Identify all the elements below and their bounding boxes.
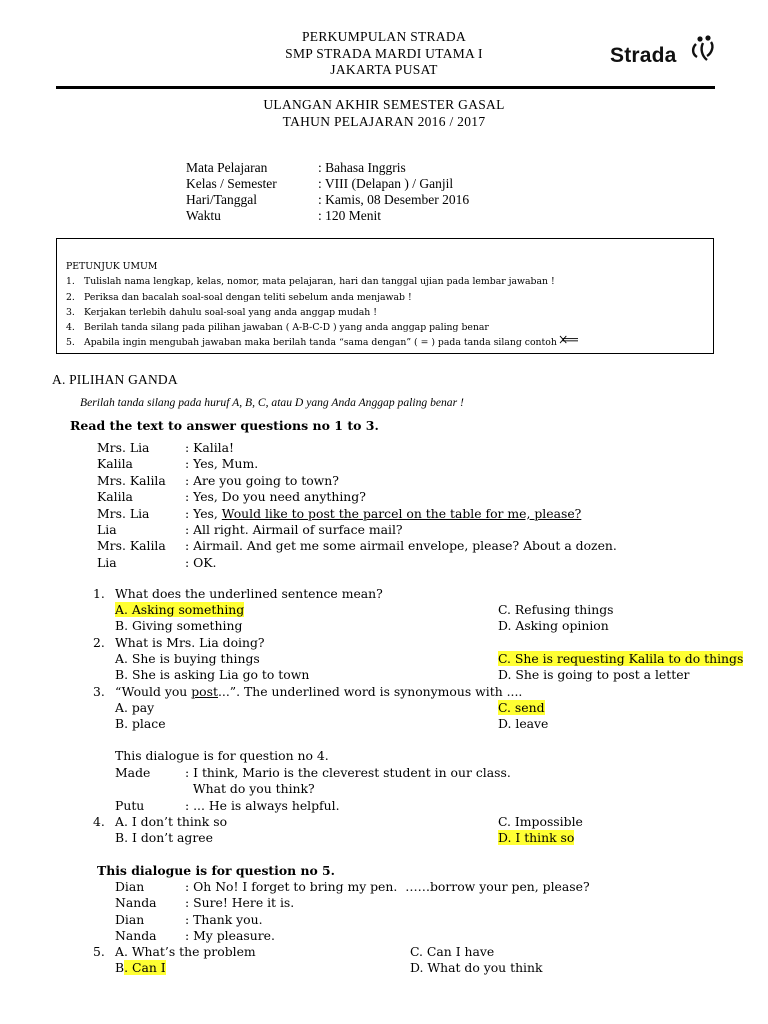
exam-title-line2: TAHUN PELAJARAN 2016 / 2017 <box>282 114 486 129</box>
dialog-5 <box>115 879 590 945</box>
speaker: Dian <box>115 879 145 894</box>
option-c[interactable]: C. Impossible <box>498 814 583 829</box>
instruction-text: Tulislah nama lengkap, kelas, nomor, mata pelajaran, hari dan tanggal ujian pada lembar jawaban ! <box>84 276 555 288</box>
instructions-title: PETUNJUK UMUM <box>66 261 158 272</box>
instruction-item <box>66 274 579 289</box>
dialog-line <box>97 522 617 538</box>
instruction-number: 4. <box>66 322 75 334</box>
answer-highlight: . Can I <box>124 960 166 975</box>
instruction-item <box>66 320 579 335</box>
instruction-text: Periksa dan bacalah soal-soal dengan teliti sebelum anda menjawab ! <box>84 291 412 303</box>
speaker: Kalila <box>97 456 133 472</box>
speaker: Mrs. Lia <box>97 440 150 455</box>
info-value: : 120 Menit <box>318 208 381 223</box>
option-b[interactable]: B. Giving something <box>115 618 243 633</box>
utterance: : Thank you. <box>185 911 263 927</box>
info-row <box>186 192 469 208</box>
info-row <box>186 176 469 192</box>
info-row <box>186 208 469 224</box>
instruction-number: 5. <box>66 337 75 349</box>
dialog-1 <box>97 440 617 571</box>
speaker: Dian <box>115 911 145 927</box>
org-name: PERKUMPULAN STRADA <box>301 29 467 44</box>
school-city: JAKARTA PUSAT <box>330 62 438 77</box>
utterance: : Airmail. And get me some airmail envelope, please? About a dozen. <box>185 538 617 554</box>
utterance: : Kalila! <box>185 440 235 455</box>
option-a[interactable]: A. What’s the problem <box>115 944 256 959</box>
exam-info <box>186 160 469 224</box>
instruction-number: 2. <box>66 291 75 303</box>
info-value: : Kamis, 08 Desember 2016 <box>318 192 470 207</box>
dialog-line <box>97 440 617 456</box>
utterance: : Yes, Do you need anything? <box>185 489 366 505</box>
underlined-sentence: Would like to post the parcel on the table for me, please? <box>221 505 582 521</box>
dialog-line <box>115 895 590 911</box>
answer-highlight: C. She is requesting Kalila to do things <box>498 651 744 666</box>
info-key: Mata Pelajaran <box>186 160 268 175</box>
instructions-list <box>66 259 579 351</box>
speaker: Mrs. Lia <box>97 505 150 521</box>
utterance: : Are you going to town? <box>185 472 339 488</box>
info-value: : VIII (Delapan ) / Ganjil <box>318 176 454 191</box>
info-key: Waktu <box>186 208 221 223</box>
dialog-line <box>97 473 617 489</box>
utterance: : My pleasure. <box>185 928 275 944</box>
speaker: Putu <box>115 797 145 813</box>
instruction-text: Kerjakan terlebih dahulu soal-soal yang anda anggap mudah ! <box>84 306 377 318</box>
instruction-number: 1. <box>66 276 75 288</box>
instruction-item <box>66 335 579 350</box>
dialog-line <box>97 456 617 472</box>
utterance: : Oh No! I forget to bring my pen. ……borrow your pen, please? <box>185 879 590 894</box>
exam-title-line1: ULANGAN AKHIR SEMESTER GASAL <box>263 97 505 112</box>
utterance <box>185 506 581 522</box>
dialog-line <box>97 555 617 571</box>
reading-instruction: Read the text to answer questions no 1 to 3. <box>70 418 379 433</box>
strada-logo <box>610 34 720 74</box>
speaker: Made <box>115 765 151 780</box>
instruction-text: Berilah tanda silang pada pilihan jawaban ( A-B-C-D ) yang anda anggap paling benar <box>84 322 489 334</box>
option-a[interactable]: A. She is buying things <box>115 651 260 666</box>
dialog-line <box>115 879 590 895</box>
exam-title <box>0 96 768 130</box>
question-number: 5. <box>93 944 105 959</box>
dialog-4 <box>115 765 511 814</box>
speaker: Nanda <box>115 928 157 944</box>
option-c[interactable]: C. Refusing things <box>498 602 614 617</box>
question-text-part: “Would you <box>115 684 192 699</box>
crossed-out-x-icon <box>559 335 579 344</box>
utterance: : OK. <box>185 554 217 570</box>
section-a-title: A. PILIHAN GANDA <box>52 372 178 387</box>
option-d[interactable]: D. leave <box>498 716 549 731</box>
option-a[interactable]: A. I don’t think so <box>115 814 228 829</box>
option-d[interactable] <box>498 830 574 846</box>
info-key: Hari/Tanggal <box>186 192 258 207</box>
utterance: : ... He is always helpful. <box>185 797 340 813</box>
dialog-line <box>97 506 617 522</box>
option-b[interactable]: B. place <box>115 716 166 731</box>
instruction-item <box>66 305 579 320</box>
dialog-line <box>115 928 590 944</box>
utterance: What do you think? <box>185 781 315 797</box>
logo-text: Strada <box>610 44 677 67</box>
info-key: Kelas / Semester <box>186 176 277 191</box>
speaker <box>115 781 185 797</box>
question-number: 2. <box>93 635 105 650</box>
school-name: SMP STRADA MARDI UTAMA I <box>285 45 483 61</box>
option-c[interactable] <box>498 700 545 716</box>
answer-highlight: C. send <box>498 700 545 715</box>
dialog-line <box>97 489 617 505</box>
option-letter: B <box>115 960 125 975</box>
utterance: : Sure! Here it is. <box>185 895 295 911</box>
dialog-line <box>115 798 511 814</box>
option-a[interactable]: A. pay <box>115 700 155 715</box>
option-b[interactable]: B. I don’t agree <box>115 830 213 845</box>
speaker: Kalila <box>97 489 133 505</box>
question-text: What does the underlined sentence mean? <box>115 586 383 601</box>
dialog-line <box>115 781 511 797</box>
option-b[interactable] <box>115 960 166 976</box>
question-text-part: ...”. The underlined word is synonymous with .... <box>217 684 523 699</box>
dialog-5-intro: This dialogue is for question no 5. <box>97 863 335 878</box>
logo-figures-icon <box>676 34 716 68</box>
utterance: : Yes, Mum. <box>185 456 259 472</box>
speaker: Lia <box>97 554 117 570</box>
option-c[interactable]: C. Can I have <box>410 944 495 959</box>
instruction-number: 3. <box>66 306 75 318</box>
speaker: Nanda <box>115 895 157 911</box>
dialog-line <box>97 538 617 554</box>
speaker: Mrs. Kalila <box>97 538 166 554</box>
answer-highlight: A. Asking something <box>115 602 245 617</box>
option-b[interactable]: B. She is asking Lia go to town <box>115 667 310 682</box>
underlined-word: post <box>191 684 218 699</box>
section-a-instruction: Berilah tanda silang pada huruf A, B, C, atau D yang Anda Anggap paling benar ! <box>80 396 464 409</box>
question-text <box>115 684 522 700</box>
header-rule <box>56 86 715 89</box>
dialog-4-intro: This dialogue is for question no 4. <box>115 748 329 763</box>
speaker: Lia <box>97 522 117 538</box>
dialog-line <box>115 765 511 781</box>
option-d[interactable]: D. She is going to post a letter <box>498 667 690 682</box>
question-number: 3. <box>93 684 105 699</box>
option-d[interactable]: D. What do you think <box>410 960 543 975</box>
question-number: 1. <box>93 586 105 601</box>
utterance-prefix: : Yes, <box>185 505 222 521</box>
option-a[interactable] <box>115 602 244 618</box>
utterance: : I think, Mario is the cleverest student in our class. <box>185 765 511 780</box>
option-c[interactable] <box>498 651 743 667</box>
utterance: : All right. Airmail of surface mail? <box>185 522 403 538</box>
instruction-item <box>66 290 579 305</box>
instruction-text: Apabila ingin mengubah jawaban maka berilah tanda “sama dengan” ( = ) pada tanda silang contoh <box>84 337 557 349</box>
speaker: Mrs. Kalila <box>97 472 166 488</box>
question-text: What is Mrs. Lia doing? <box>115 635 265 650</box>
option-d[interactable]: D. Asking opinion <box>498 618 609 633</box>
dialog-line <box>115 912 590 928</box>
info-row <box>186 160 469 176</box>
answer-highlight: D. I think so <box>498 830 575 845</box>
instructions-box <box>56 238 714 354</box>
info-value: : Bahasa Inggris <box>318 160 406 175</box>
question-number: 4. <box>93 814 105 829</box>
